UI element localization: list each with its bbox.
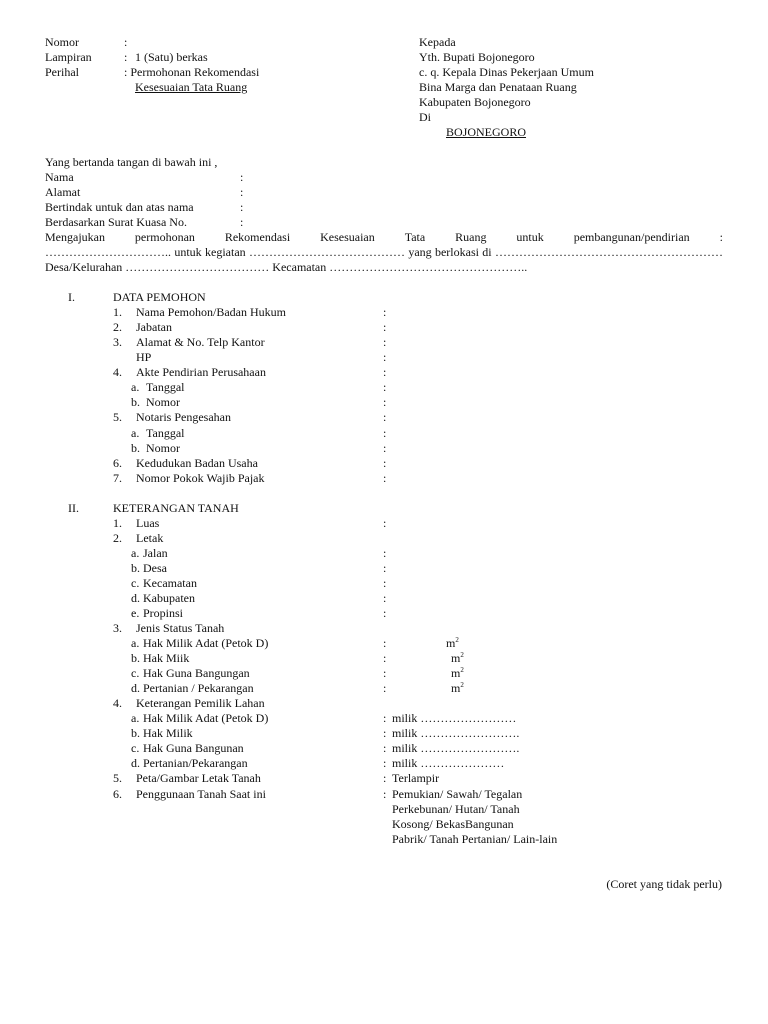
unit-m2	[446, 636, 459, 651]
nama-colon: :	[240, 170, 244, 184]
unit-sup: 2	[460, 651, 464, 659]
alamat-colon: :	[240, 185, 244, 199]
nomor-label: Nomor	[45, 35, 79, 49]
s2-colon: :	[383, 516, 387, 530]
mengajukan-word: Tata	[404, 230, 426, 244]
surat-kuasa-colon: :	[240, 215, 244, 229]
s2-num: a.	[131, 546, 140, 560]
s1-label: Nomor	[146, 395, 180, 409]
s2-label: Penggunaan Tanah Saat ini	[136, 787, 266, 801]
s2-colon: :	[383, 771, 387, 785]
s2-num: d.	[131, 756, 140, 770]
s2-label: Pertanian/Pekarangan	[143, 756, 248, 770]
s1-num: 3.	[113, 335, 122, 349]
s1-num: 1.	[113, 305, 122, 319]
kegiatan-word: …………………………………	[248, 245, 405, 259]
s2-colon: :	[383, 561, 387, 575]
recipient-line-4: Bina Marga dan Penataan Ruang	[419, 80, 577, 94]
s2-label: Hak Milik	[143, 726, 193, 740]
s1-label: Akte Pendirian Perusahaan	[136, 365, 266, 379]
s2-num: 5.	[113, 771, 122, 785]
s1-label: Nomor	[146, 441, 180, 455]
unit-m2	[451, 666, 464, 681]
s1-colon: :	[383, 350, 387, 364]
s2-label: Hak Milik Adat (Petok D)	[143, 636, 269, 650]
s2-label: Kecamatan	[143, 576, 197, 590]
section-2-numeral: II.	[68, 501, 79, 515]
intro-opening: Yang bertanda tangan di bawah ini ,	[45, 155, 218, 169]
s1-label: Tanggal	[146, 380, 185, 394]
s2-label: Pertanian / Pekarangan	[143, 681, 254, 695]
unit-m2	[451, 681, 464, 696]
unit-m: m	[446, 636, 456, 650]
perihal-label: Perihal	[45, 65, 79, 79]
s1-num: 5.	[113, 410, 122, 424]
mengajukan-line	[45, 230, 723, 245]
kegiatan-word: …………………………..	[45, 245, 171, 259]
s2-num: c.	[131, 666, 140, 680]
s2-num: b.	[131, 561, 140, 575]
surat-kuasa-label: Berdasarkan Surat Kuasa No.	[45, 215, 187, 229]
s2-colon: :	[383, 636, 387, 650]
s1-num: a.	[131, 380, 140, 394]
s1-label: HP	[136, 350, 152, 364]
s2-label: Propinsi	[143, 606, 184, 620]
s2-colon: :	[383, 756, 387, 770]
s2-colon: :	[383, 711, 387, 725]
unit-sup: 2	[455, 636, 459, 644]
s2-num: e.	[131, 606, 140, 620]
penggunaan-line: Perkebunan/ Hutan/ Tanah	[392, 802, 520, 816]
s2-value: milik …………………….	[392, 726, 520, 740]
s2-colon: :	[383, 546, 387, 560]
lampiran-value: 1 (Satu) berkas	[135, 50, 208, 64]
s2-num: a.	[131, 636, 140, 650]
nama-label: Nama	[45, 170, 74, 184]
s2-label: Jenis Status Tanah	[136, 621, 225, 635]
kegiatan-word: kegiatan	[205, 245, 246, 259]
section-2-title: KETERANGAN TANAH	[113, 501, 239, 515]
mengajukan-word: permohonan	[134, 230, 195, 244]
s2-num: 1.	[113, 516, 122, 530]
mengajukan-word: Ruang	[455, 230, 487, 244]
s2-colon: :	[383, 787, 387, 801]
unit-sup: 2	[460, 681, 464, 689]
recipient-line-6: Di	[419, 110, 431, 124]
s1-label: Kedudukan Badan Usaha	[136, 456, 258, 470]
penggunaan-line: Kosong/ BekasBangunan	[392, 817, 514, 831]
kegiatan-word: untuk	[174, 245, 202, 259]
s2-colon: :	[383, 606, 387, 620]
s2-label: Kabupaten	[143, 591, 195, 605]
recipient-line-1: Kepada	[419, 35, 456, 49]
s1-colon: :	[383, 395, 387, 409]
s1-colon: :	[383, 456, 387, 470]
s2-num: 3.	[113, 621, 122, 635]
lampiran-label: Lampiran	[45, 50, 92, 64]
s2-colon: :	[383, 576, 387, 590]
s1-num: b.	[131, 441, 140, 455]
s1-colon: :	[383, 305, 387, 319]
s1-label: Tanggal	[146, 426, 185, 440]
s1-num: 4.	[113, 365, 122, 379]
s1-label: Jabatan	[136, 320, 172, 334]
s2-value: milik ……………………	[392, 711, 517, 725]
mengajukan-word: untuk	[516, 230, 544, 244]
unit-m2	[451, 651, 464, 666]
bertindak-label: Bertindak untuk dan atas nama	[45, 200, 194, 214]
s2-label: Luas	[136, 516, 160, 530]
s2-colon: :	[383, 681, 387, 695]
s2-num: d.	[131, 591, 140, 605]
s2-value: milik …………………….	[392, 741, 520, 755]
s1-colon: :	[383, 320, 387, 334]
lampiran-colon: :	[124, 50, 128, 64]
perihal-value: : Permohonan Rekomendasi	[124, 65, 260, 79]
s2-num: 4.	[113, 696, 122, 710]
s2-colon: :	[383, 651, 387, 665]
s2-colon: :	[383, 741, 387, 755]
s2-label: Hak Milik Adat (Petok D)	[143, 711, 269, 725]
unit-sup: 2	[460, 666, 464, 674]
s1-label: Alamat & No. Telp Kantor	[136, 335, 265, 349]
mengajukan-word: Kesesuaian	[320, 230, 375, 244]
s1-colon: :	[383, 410, 387, 424]
s2-label: Desa	[143, 561, 167, 575]
s2-num: c.	[131, 741, 140, 755]
s1-num: a.	[131, 426, 140, 440]
s2-colon: :	[383, 726, 387, 740]
s1-num: 7.	[113, 471, 122, 485]
mengajukan-word: Mengajukan	[45, 230, 105, 244]
s1-num: 6.	[113, 456, 122, 470]
s2-value: milik …………………	[392, 756, 505, 770]
unit-m: m	[451, 681, 461, 695]
kegiatan-word: di	[482, 245, 492, 259]
s1-label: Notaris Pengesahan	[136, 410, 231, 424]
s1-num: 2.	[113, 320, 122, 334]
s1-colon: :	[383, 441, 387, 455]
s2-num: 2.	[113, 531, 122, 545]
bertindak-colon: :	[240, 200, 244, 214]
s2-num: b.	[131, 651, 140, 665]
s1-num: b.	[131, 395, 140, 409]
s2-label: Keterangan Pemilik Lahan	[136, 696, 265, 710]
s2-num: d.	[131, 681, 140, 695]
s1-colon: :	[383, 365, 387, 379]
s2-colon: :	[383, 591, 387, 605]
kegiatan-line	[45, 245, 723, 260]
mengajukan-word: :	[719, 230, 723, 244]
desa-kecamatan-line: Desa/Kelurahan ……………………………… Kecamatan …………………………………………..	[45, 260, 528, 274]
section-1-title: DATA PEMOHON	[113, 290, 206, 304]
s2-label: Peta/Gambar Letak Tanah	[136, 771, 261, 785]
footnote: (Coret yang tidak perlu)	[606, 877, 722, 891]
s2-label: Letak	[136, 531, 164, 545]
s2-colon: :	[383, 666, 387, 680]
s1-label: Nomor Pokok Wajib Pajak	[136, 471, 265, 485]
kegiatan-word: berlokasi	[434, 245, 479, 259]
s2-value: Terlampir	[392, 771, 440, 785]
penggunaan-line: Pabrik/ Tanah Pertanian/ Lain-lain	[392, 832, 558, 846]
s1-colon: :	[383, 335, 387, 349]
recipient-line-5: Kabupaten Bojonegoro	[419, 95, 531, 109]
s2-num: b.	[131, 726, 140, 740]
recipient-city: BOJONEGORO	[446, 125, 527, 139]
penggunaan-line: Pemukian/ Sawah/ Tegalan	[392, 787, 523, 801]
alamat-label: Alamat	[45, 185, 81, 199]
s2-label: Hak Guna Bangungan	[143, 666, 250, 680]
mengajukan-word: Rekomendasi	[224, 230, 291, 244]
kegiatan-word: …………………………………………………	[494, 245, 723, 259]
s1-label: Nama Pemohon/Badan Hukum	[136, 305, 286, 319]
s2-num: a.	[131, 711, 140, 725]
s1-colon: :	[383, 380, 387, 394]
s2-num: 6.	[113, 787, 122, 801]
unit-m: m	[451, 651, 461, 665]
nomor-colon: :	[124, 35, 128, 49]
kegiatan-word: yang	[408, 245, 432, 259]
s1-colon: :	[383, 426, 387, 440]
mengajukan-word: pembangunan/pendirian	[573, 230, 690, 244]
s2-label: Jalan	[143, 546, 168, 560]
section-1-numeral: I.	[68, 290, 75, 304]
recipient-line-3: c. q. Kepala Dinas Pekerjaan Umum	[419, 65, 594, 79]
s2-num: c.	[131, 576, 140, 590]
s2-label: Hak Guna Bangunan	[143, 741, 244, 755]
s2-label: Hak Miik	[143, 651, 190, 665]
unit-m: m	[451, 666, 461, 680]
perihal-value-underlined: Kesesuaian Tata Ruang	[135, 80, 248, 94]
s1-colon: :	[383, 471, 387, 485]
recipient-line-2: Yth. Bupati Bojonegoro	[419, 50, 535, 64]
